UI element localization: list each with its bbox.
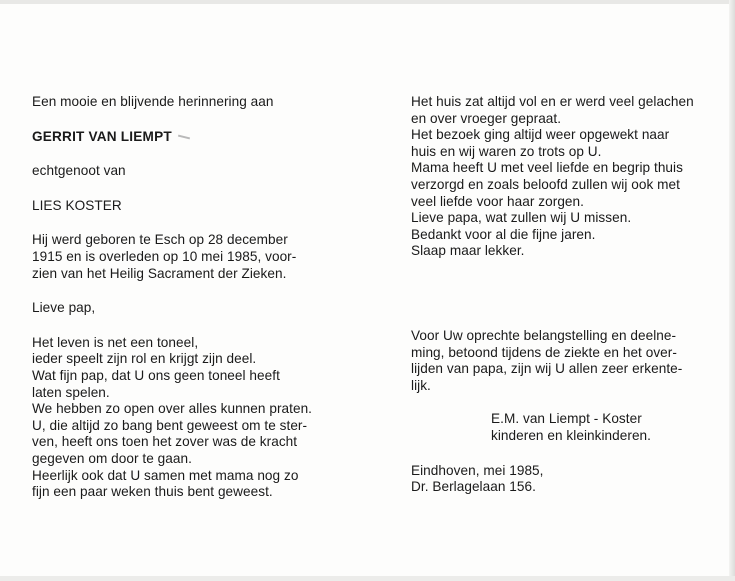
intro-text: Een mooie en blijvende herinnering aan <box>32 94 274 109</box>
poem-line: ven, heeft ons toen het zover was de kracht <box>32 434 298 450</box>
right-column <box>411 94 707 496</box>
card-top-edge <box>0 0 735 4</box>
bio-line: Hij werd geboren te Esch op 28 december <box>32 232 288 248</box>
poem-line: ieder speelt zijn rol en krijgt zijn deel. <box>32 351 257 367</box>
pen-mark <box>178 135 190 140</box>
thanks-paragraph <box>411 328 707 394</box>
thanks-line: lijden van papa, zijn wij U allen zeer erkente- <box>411 361 683 377</box>
memories-paragraph <box>411 94 707 260</box>
memory-line: Het bezoek ging altijd weer opgewekt naar <box>411 127 670 143</box>
address: Dr. Berlagelaan 156. <box>411 479 536 495</box>
bio-line: zien van het Heilig Sacrament der Zieken. <box>32 265 287 281</box>
signatory-line: kinderen en kleinkinderen. <box>491 427 651 443</box>
thanks-line: lijk. <box>411 377 431 393</box>
place-date: Eindhoven, mei 1985, <box>411 462 544 478</box>
poem-line: laten spelen. <box>32 384 110 400</box>
left-column <box>32 94 332 501</box>
card-bottom-edge <box>0 576 735 581</box>
poem-line: We hebben zo open over alles kunnen praten. <box>32 401 313 417</box>
memory-line: en over vroeger gepraat. <box>411 110 562 126</box>
poem-line: gegeven om door te gaan. <box>32 450 192 466</box>
memory-line: Slaap maar lekker. <box>411 243 525 259</box>
spouse-label: echtgenoot van <box>32 163 126 179</box>
deceased-name: GERRIT VAN LIEMPT <box>32 128 172 144</box>
memory-line: Het huis zat altijd vol en er werd veel gelachen <box>411 94 694 109</box>
spouse-name: LIES KOSTER <box>32 197 122 213</box>
bio-line: 1915 en is overleden op 10 mei 1985, voor- <box>32 248 297 264</box>
card-right-edge <box>729 0 735 581</box>
deceased-name-line <box>32 129 332 146</box>
memory-line: veel liefde voor haar zorgen. <box>411 193 584 209</box>
thanks-line: ming, betoond tijdens de ziekte en het over- <box>411 344 677 360</box>
poem-line: Heerlijk ook dat U samen met mama nog zo <box>32 467 299 483</box>
thanks-line: Voor Uw oprechte belangstelling en deelne- <box>411 327 677 343</box>
poem-paragraph <box>32 335 332 501</box>
poem-line: fijn een paar weken thuis bent geweest. <box>32 484 273 500</box>
salutation: Lieve pap, <box>32 300 96 316</box>
memory-line: Bedankt voor al die fijne jaren. <box>411 226 596 242</box>
signatory-line: E.M. van Liempt - Koster <box>491 411 642 427</box>
poem-line: Het leven is net een toneel, <box>32 334 199 350</box>
bio-paragraph <box>32 232 332 282</box>
memory-line: verzorgd en zoals beloofd zullen wij ook met <box>411 176 680 192</box>
memory-line: Mama heeft U met veel liefde en begrip thuis <box>411 160 683 176</box>
memory-line: Lieve papa, wat zullen wij U missen. <box>411 210 632 226</box>
memory-line: huis en wij waren zo trots op U. <box>411 143 602 159</box>
signatories <box>411 411 707 444</box>
poem-line: Wat fijn pap, dat U ons geen toneel heeft <box>32 367 280 383</box>
poem-line: U, die altijd zo bang bent geweest om te ster- <box>32 417 308 433</box>
